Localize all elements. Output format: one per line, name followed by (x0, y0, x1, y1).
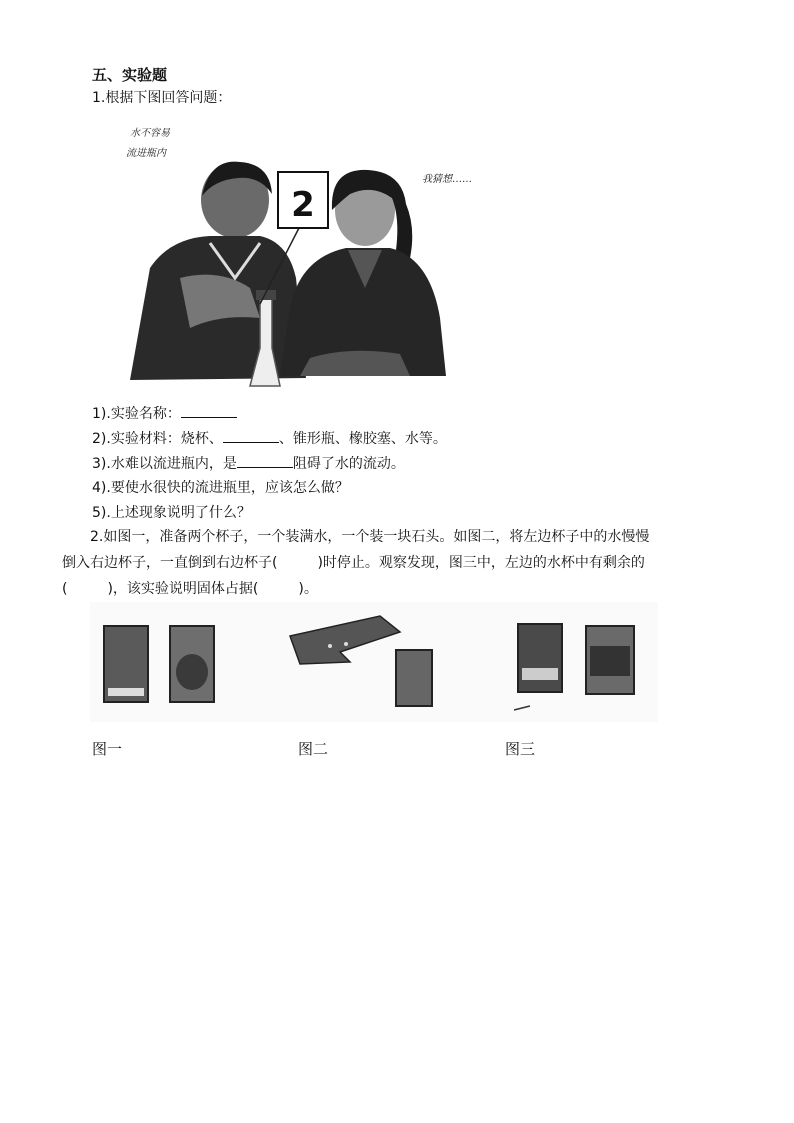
cups-figures (90, 602, 658, 722)
answer-blank-3[interactable] (237, 453, 293, 468)
caption-figure-2: 图二 (298, 740, 329, 758)
q1-item-4: 4).要使水很快的流进瓶里，应该怎么做？ (92, 480, 349, 496)
handwritten-note-left: 水不容易 (130, 128, 170, 139)
caption-figure-1: 图一 (92, 740, 123, 758)
answer-blank-1[interactable] (181, 403, 237, 418)
experiment-photo (110, 118, 510, 400)
section-title: 五、实验题 (92, 66, 168, 84)
answer-blank-2[interactable] (223, 428, 279, 443)
question-1-prompt: 1.根据下图回答问题： (92, 90, 232, 106)
q1-item-1: 1).实验名称： (92, 403, 237, 424)
caption-figure-3: 图三 (505, 740, 536, 758)
handwritten-note-right: 我猜想…… (422, 174, 472, 185)
card-number: 2 (291, 185, 315, 225)
question-2-text: 2.如图一，准备两个杯子，一个装满水，一个装一块石头。如图二，将左边杯子中的水慢慢 倒入右边杯子，一直倒到右边杯子( )时停止。观察发现，图三中，左边的水杯中有剩余的 ( )，该实验说明固体占据( )。 (62, 529, 650, 597)
svg-text:流进瓶内: 流进瓶内 (126, 148, 166, 159)
q1-item-3: 3).水难以流进瓶内，是 阻碍了水的流动。 (92, 453, 405, 474)
q1-item-2: 2).实验材料：烧杯、 、锥形瓶、橡胶塞、水等。 (92, 428, 447, 449)
q1-item-5: 5).上述现象说明了什么？ (92, 505, 251, 521)
